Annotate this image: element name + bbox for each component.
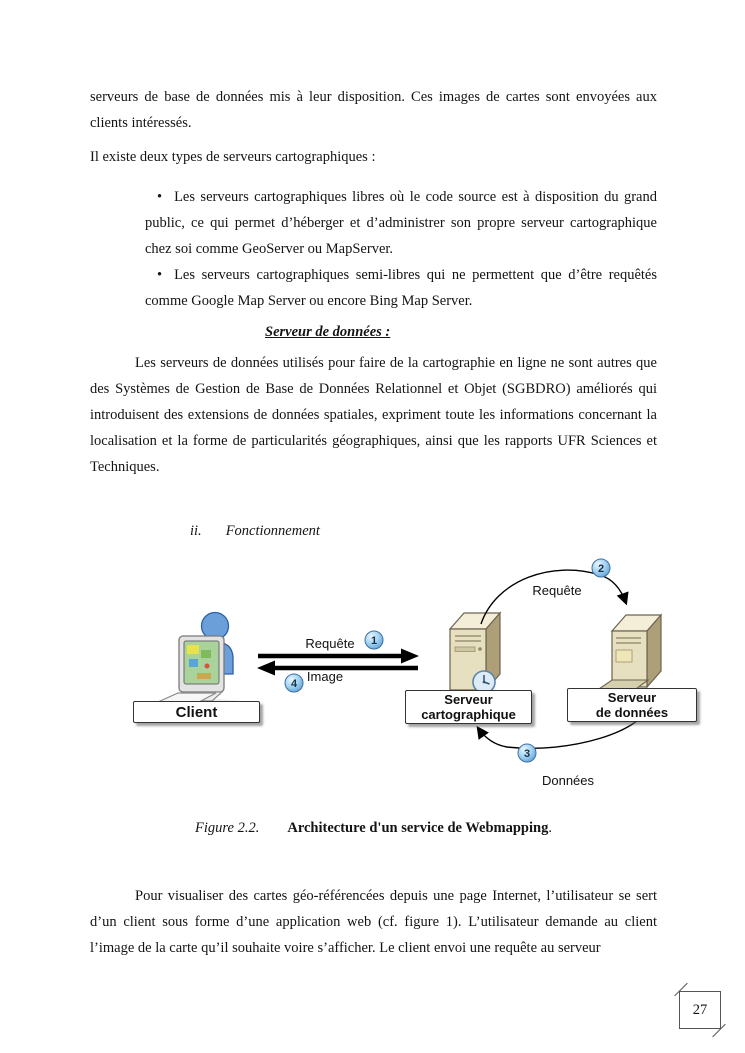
carto-server-label-line1: Serveur: [444, 692, 493, 707]
step-2-badge: [592, 559, 610, 577]
step-3-badge: [518, 744, 536, 762]
step-3-number: 3: [523, 748, 531, 760]
data-server-icon: [596, 615, 661, 691]
heading-number: ii.: [190, 523, 202, 539]
data-server-label-line1: Serveur: [607, 690, 657, 705]
paragraph-usage: Pour visualiser des cartes géo-référencées depuis une page Internet, l’utilisateur se sert d’un client sous forme d’une application web (cf. figure 1). L’utilisateur demande au client l’image de la carte qu’il souhaite voire s’afficher. Le client envoi une requête au serveur: [90, 888, 657, 956]
figure-caption-period: .: [548, 820, 552, 836]
bullet-item-free-servers: [90, 184, 657, 262]
bullet-icon: •: [157, 267, 163, 283]
heading-fonctionnement: [190, 518, 657, 544]
client-icon: [154, 613, 250, 710]
client-label-box: [133, 701, 260, 723]
figure-webmapping-architecture: [0, 554, 745, 799]
figure-caption: [90, 815, 657, 841]
carto-server-label-line2: cartographique: [421, 707, 516, 722]
bullet-text: Les serveurs cartographiques libres où le code source est à disposition du grand public, ce qui permet d’héberger et d’administrer son propre serveur cartographique chez soi comme GeoServer ou MapServer.: [145, 189, 657, 257]
data-return-label: Données: [541, 773, 595, 788]
image-label: Image: [306, 669, 344, 684]
page-number-box: [679, 991, 721, 1029]
request-label: Requête: [305, 636, 355, 651]
bullet-icon: •: [157, 189, 163, 205]
paragraph-intro-list: Il existe deux types de serveurs cartographiques :: [90, 149, 376, 165]
heading-label: Fonctionnement: [225, 523, 320, 539]
client-label-text: Client: [175, 703, 218, 721]
figure-caption-title: Architecture d'un service de Webmapping: [287, 820, 549, 836]
step-1-badge: [365, 631, 383, 649]
page-number: 27: [692, 1001, 708, 1018]
carto-server-label-box: [405, 690, 532, 724]
paragraph-data-servers: Les serveurs de données utilisés pour faire de la cartographie en ligne ne sont autres que des Systèmes de Gestion de Base de Données Relationnel et Objet (SGBDRO) améliorés qui introduisent des extensions de données spatiales, expriment toute les informations concernant la localisation et la forme de particularités géographiques, ainsi que les rapports UFR Sciences et Techniques.: [90, 355, 657, 475]
step-4-badge: [285, 674, 303, 692]
step-2-number: 2: [597, 563, 605, 575]
step-4-number: 4: [290, 678, 298, 690]
step-1-number: 1: [370, 635, 378, 647]
subheading-serveur-de-donnees: Serveur de données :: [265, 324, 391, 340]
paragraph-continuation: serveurs de base de données mis à leur disposition. Ces images de cartes sont envoyées aux clients intéressés.: [90, 89, 657, 131]
bullet-text: Les serveurs cartographiques semi-libres qui ne permettent que d’être requêtés comme Google Map Server ou encore Bing Map Server.: [145, 267, 657, 309]
page-content: [90, 84, 669, 961]
bullet-item-semifree-servers: [90, 262, 657, 314]
figure-caption-number: Figure 2.2.: [195, 820, 260, 836]
data-server-label-box: [567, 688, 697, 722]
carto-server-icon: [450, 613, 500, 693]
data-server-label-line2: de données: [595, 705, 669, 720]
request2-label: Requête: [532, 583, 582, 598]
webmapping-diagram: [0, 554, 745, 799]
